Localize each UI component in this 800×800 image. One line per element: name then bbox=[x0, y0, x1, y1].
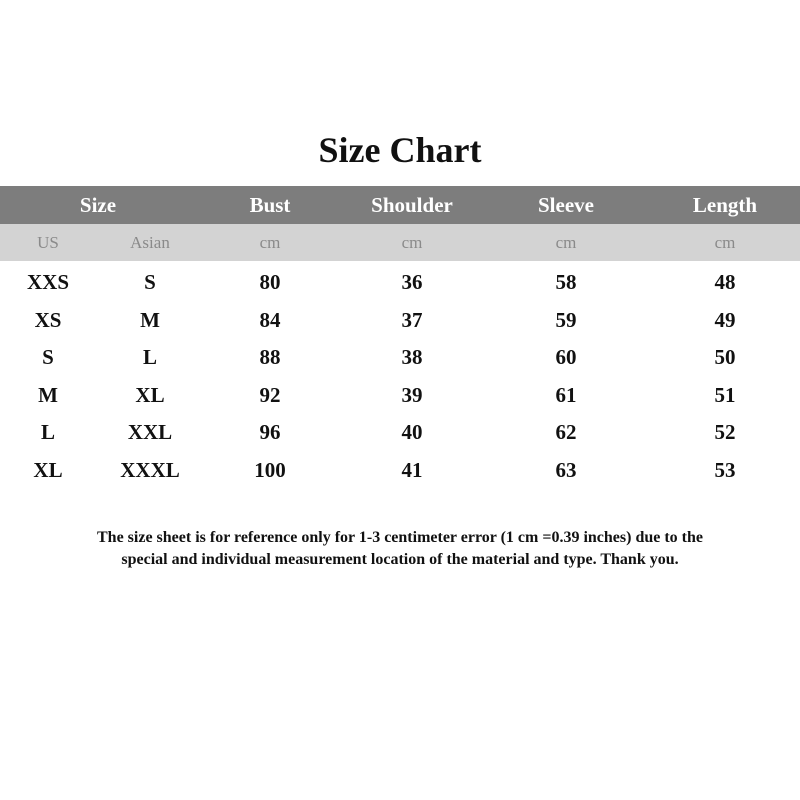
cell-shoulder: 38 bbox=[401, 345, 423, 370]
cell-asian: M bbox=[140, 307, 160, 332]
cell-shoulder: 36 bbox=[401, 270, 423, 294]
cell-asian: XXXL bbox=[120, 457, 180, 482]
cell-shoulder: 40 bbox=[401, 420, 423, 445]
table-row bbox=[0, 302, 800, 340]
subheader-bust-unit: cm bbox=[259, 233, 281, 252]
table-row bbox=[0, 377, 800, 415]
cell-shoulder: 37 bbox=[401, 307, 423, 332]
subheader-asian: Asian bbox=[130, 233, 170, 252]
header-length: Length bbox=[692, 193, 758, 217]
cell-length: 48 bbox=[714, 270, 736, 294]
table-row bbox=[0, 414, 800, 452]
subheader-sleeve-unit: cm bbox=[555, 233, 577, 252]
note-line-2: special and individual measurement location of the material and type. Thank you. bbox=[121, 551, 679, 568]
subheader-length-unit: cm bbox=[714, 233, 736, 252]
cell-sleeve: 62 bbox=[555, 420, 577, 445]
cell-us: L bbox=[40, 420, 55, 445]
cell-sleeve: 58 bbox=[555, 270, 577, 294]
cell-sleeve: 60 bbox=[555, 345, 577, 370]
cell-bust: 92 bbox=[259, 382, 281, 407]
cell-sleeve: 63 bbox=[555, 457, 577, 482]
page-title: Size Chart bbox=[318, 130, 482, 170]
subheader-us: US bbox=[37, 233, 59, 252]
cell-length: 53 bbox=[714, 457, 736, 482]
cell-us: XXS bbox=[26, 270, 69, 294]
note-line-1: The size sheet is for reference only for 1-3 centimeter error (1 cm =0.39 inches) due to the bbox=[97, 529, 703, 546]
cell-bust: 96 bbox=[259, 420, 281, 445]
cell-sleeve: 59 bbox=[555, 307, 577, 332]
cell-asian: S bbox=[144, 270, 156, 294]
cell-us: S bbox=[42, 345, 54, 370]
cell-asian: L bbox=[142, 345, 157, 370]
cell-bust: 80 bbox=[259, 270, 281, 294]
cell-length: 51 bbox=[714, 382, 736, 407]
cell-asian: XXL bbox=[127, 420, 173, 445]
header-size: Size bbox=[79, 193, 117, 217]
subheader-shoulder-unit: cm bbox=[401, 233, 423, 252]
cell-asian: XL bbox=[135, 382, 165, 407]
cell-us: XL bbox=[33, 457, 63, 482]
cell-bust: 100 bbox=[254, 457, 286, 482]
cell-length: 50 bbox=[714, 345, 736, 370]
cell-length: 52 bbox=[714, 420, 736, 445]
header-sleeve: Sleeve bbox=[538, 193, 594, 217]
cell-sleeve: 61 bbox=[555, 382, 577, 407]
cell-us: XS bbox=[34, 307, 62, 332]
cell-bust: 88 bbox=[259, 345, 281, 370]
header-shoulder: Shoulder bbox=[371, 193, 453, 217]
cell-length: 49 bbox=[714, 307, 736, 332]
header-bust: Bust bbox=[249, 193, 291, 217]
cell-us: M bbox=[38, 382, 58, 407]
table-subheader-row bbox=[0, 224, 800, 261]
table-row bbox=[0, 339, 800, 377]
size-disclaimer-note bbox=[40, 527, 760, 571]
table-header-row bbox=[0, 186, 800, 224]
table-row bbox=[0, 264, 800, 302]
cell-shoulder: 41 bbox=[401, 457, 423, 482]
size-table bbox=[0, 186, 800, 490]
cell-bust: 84 bbox=[259, 307, 281, 332]
table-row bbox=[0, 452, 800, 490]
cell-shoulder: 39 bbox=[401, 382, 423, 407]
